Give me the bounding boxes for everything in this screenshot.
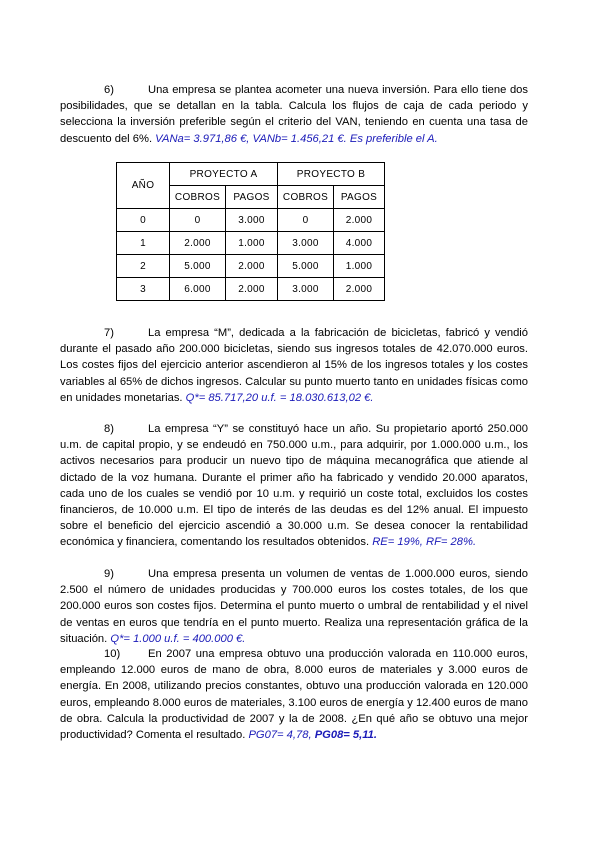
problem-8 — [60, 421, 528, 551]
cell-year: 3 — [117, 278, 170, 301]
cell-a-cobros: 2.000 — [170, 232, 226, 255]
cell-b-pagos: 1.000 — [334, 255, 385, 278]
header-year: AÑO — [117, 163, 170, 209]
cell-year: 0 — [117, 209, 170, 232]
problem-answer: VANa= 3.971,86 €, VANb= 1.456,21 €. Es preferible el A. — [155, 132, 438, 145]
cell-b-cobros: 3.000 — [278, 278, 334, 301]
cell-a-pagos: 1.000 — [226, 232, 278, 255]
cell-b-pagos: 2.000 — [334, 209, 385, 232]
problem-answer: RE= 19%, RF= 28%. — [372, 536, 477, 549]
problem-text: Una empresa presenta un volumen de ventas de 1.000.000 euros, siendo 2.500 el número de unidades producidas y 700.000 euros los costes totales, de los que 200.000 euros son costes fijos. Determina el punto muerto o umbral de rentabilidad y el nivel de ventas en euros que tendría en el punto muerto. Realiza una representación gráfica de la situación. — [60, 568, 528, 645]
problem-text: Una empresa se plantea acometer una nueva inversión. Para ello tiene dos posibilidades, que se detallan en la tabla. Calcula los flujos de caja de cada periodo y selecciona la inversión preferible según el criterio del VAN, teniendo en cuenta una tasa de descuento del 6%. — [60, 84, 528, 145]
cell-a-cobros: 5.000 — [170, 255, 226, 278]
header-project-b: PROYECTO B — [278, 163, 385, 186]
cell-a-pagos: 2.000 — [226, 255, 278, 278]
cell-b-cobros: 0 — [278, 209, 334, 232]
problem-answer-2007: PG07= 4,78, — [248, 729, 315, 742]
problem-number: 6) — [104, 84, 114, 96]
table-header-row — [117, 163, 385, 186]
cell-b-cobros: 5.000 — [278, 255, 334, 278]
problem-10 — [60, 646, 528, 743]
cell-a-pagos: 3.000 — [226, 209, 278, 232]
cell-a-cobros: 0 — [170, 209, 226, 232]
problem-number: 10) — [104, 648, 121, 660]
problem-answer: Q*= 1.000 u.f. = 400.000 €. — [110, 632, 246, 645]
problem-text: La empresa “Y” se constituyó hace un año. Su propietario aportó 250.000 u.m. de capital propio, y se endeudó en 750.000 u.m., para adquirir, por 1.000.000 u.m., los activos necesarios para producir un nuevo tipo de máquina mecanográfica que atiende al dictado de la voz humana. Durante el primer año ha fabricado y vendido 20.000 aparatos, cada uno de los cuales se vendió por 10 u.m. y requirió un coste total, excluidos los costes financieros, de 10.000 u.m. El tipo de interés de las deudas es del 12% anual. El impuesto sobre el beneficio del ejercicio ascendió a 30.000 u.m. Se desea conocer la rentabilidad económica y financiera, comentando los resultados obtenidos. — [60, 423, 528, 549]
cell-b-pagos: 2.000 — [334, 278, 385, 301]
table-row — [117, 209, 385, 232]
table-row — [117, 278, 385, 301]
problem-7 — [60, 325, 528, 406]
problem-answer: Q*= 85.717,20 u.f. = 18.030.613,02 €. — [185, 391, 374, 404]
problem-answer-2008: PG08= 5,11. — [314, 729, 377, 742]
table-row — [117, 232, 385, 255]
problem-9 — [60, 566, 528, 647]
problem-number: 7) — [104, 327, 114, 339]
problem-number: 9) — [104, 568, 114, 580]
cell-b-pagos: 4.000 — [334, 232, 385, 255]
projects-table — [116, 162, 385, 301]
header-project-a: PROYECTO A — [170, 163, 278, 186]
cell-year: 1 — [117, 232, 170, 255]
cell-year: 2 — [117, 255, 170, 278]
cell-b-cobros: 3.000 — [278, 232, 334, 255]
problem-text: La empresa “M”, dedicada a la fabricación de bicicletas, fabricó y vendió durante el pasado año 200.000 bicicletas, siendo sus ingresos totales de 42.070.000 euros. Los costes fijos del ejercicio anterior ascendieron al 15% de los ingresos totales y los costes variables al 65% de dichos ingresos. Calcular su punto muerto tanto en unidades físicas como en unidades monetarias. — [60, 327, 528, 404]
problem-number: 8) — [104, 423, 114, 435]
cell-a-cobros: 6.000 — [170, 278, 226, 301]
problem-text: En 2007 una empresa obtuvo una producción valorada en 110.000 euros, empleando 12.000 euros de mano de obra, 8.000 euros de materiales y 3.000 euros de energía. En 2008, utilizando precios constantes, obtuvo una producción valorada en 120.000 euros, empleando 8.000 euros de materiales, 3.100 euros de energía y 12.400 euros de mano de obra. Calcula la productividad de 2007 y la de 2008. ¿En qué año se obtuvo una mejor productividad? Comenta el resultado. — [60, 648, 528, 742]
header-a-pagos: PAGOS — [226, 186, 278, 209]
cell-a-pagos: 2.000 — [226, 278, 278, 301]
header-b-pagos: PAGOS — [334, 186, 385, 209]
problem-6 — [60, 82, 528, 147]
header-b-cobros: COBROS — [278, 186, 334, 209]
header-a-cobros: COBROS — [170, 186, 226, 209]
table-row — [117, 255, 385, 278]
